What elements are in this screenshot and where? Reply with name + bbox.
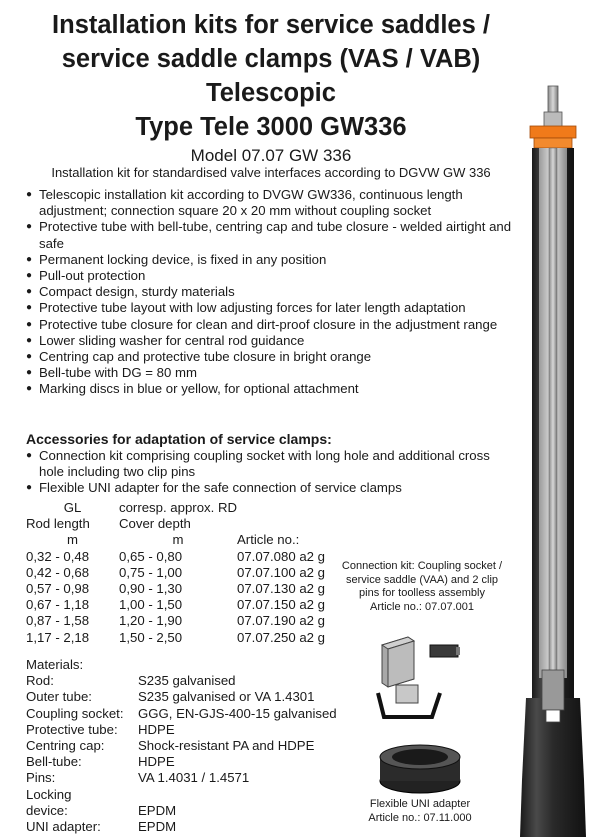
table-cell: 07.07.250 a2 g: [237, 629, 325, 645]
material-value: EPDM: [138, 819, 177, 835]
table-header-cell: Cover depth: [119, 516, 191, 532]
table-header-cell: Rod length: [26, 516, 90, 532]
list-item: ● Compact design, sturdy materials: [26, 284, 516, 300]
table-cell: 1,00 - 1,50: [119, 597, 183, 613]
table-header-cell: [237, 500, 325, 516]
material-label: Rod:: [26, 673, 54, 689]
table-row: [26, 581, 325, 597]
list-item: ● Bell-tube with DG = 80 mm: [26, 365, 516, 381]
document-title: [0, 8, 542, 144]
table-header-row: [26, 500, 325, 516]
accessories-heading: Accessories for adaptation of service clamps:: [26, 431, 332, 447]
list-item: ● Lower sliding washer for central rod guidance: [26, 333, 516, 349]
table-cell: 0,90 - 1,30: [119, 581, 183, 597]
list-item: ● Marking discs in blue or yellow, for optional attachment: [26, 381, 516, 397]
list-item: ● Connection kit comprising coupling socket with long hole and additional cross hole including two clip pins: [26, 448, 516, 480]
table-header-row: [26, 516, 325, 532]
table-row: [26, 613, 325, 629]
table-cell: 0,57 - 0,98: [26, 581, 90, 597]
connection-kit-illustration: [368, 627, 478, 727]
title-line: Type Tele 3000 GW336: [135, 113, 407, 141]
table-row: [26, 819, 337, 835]
material-label: Coupling socket:: [26, 705, 124, 721]
table-cell: 0,32 - 0,48: [26, 548, 90, 564]
table-header-cell: m: [172, 532, 184, 548]
list-item: ● Protective tube closure for clean and dirt-proof closure in the adjustment range: [26, 317, 516, 333]
list-item: ● Permanent locking device, is fixed in any position: [26, 252, 516, 268]
title-line: service saddle clamps (VAS / VAB): [61, 45, 481, 73]
table-header-cell: Article no.:: [237, 532, 300, 548]
table-cell: 07.07.100 a2 g: [237, 564, 325, 580]
table-header-cell: [237, 516, 325, 532]
table-cell: 0,65 - 0,80: [119, 548, 183, 564]
table-cell: 07.07.150 a2 g: [237, 597, 325, 613]
table-row: [26, 565, 325, 581]
caption-line: Article no.: 07.07.001: [370, 600, 474, 613]
caption-line: Flexible UNI adapter: [369, 798, 471, 810]
material-value: S235 galvanised: [138, 673, 236, 689]
material-value: [138, 787, 337, 803]
list-item: ● Centring cap and protective tube closure in bright orange: [26, 349, 516, 365]
table-row: [26, 754, 337, 770]
table-row: [26, 770, 337, 786]
table-cell: 0,87 - 1,58: [26, 613, 90, 629]
table-row: [26, 722, 337, 738]
uni-adapter-illustration: [375, 741, 465, 797]
material-label: device:: [26, 802, 68, 818]
material-label: Bell-tube:: [26, 754, 82, 770]
list-item: ● Pull-out protection: [26, 268, 516, 284]
table-cell: 1,50 - 2,50: [119, 629, 183, 645]
table-row: [26, 787, 337, 803]
material-value: S235 galvanised or VA 1.4301: [138, 689, 315, 705]
material-value: EPDM: [138, 802, 177, 818]
title-line: Telescopic: [206, 79, 336, 107]
model-label: Model 07.07 GW 336: [190, 146, 352, 165]
table-cell: 1,20 - 1,90: [119, 613, 183, 629]
material-label: Pins:: [26, 770, 56, 786]
title-line: Installation kits for service saddles /: [52, 11, 490, 39]
material-value: VA 1.4031 / 1.4571: [138, 770, 250, 786]
materials-table: [26, 657, 337, 835]
list-item: ● Protective tube with bell-tube, centring cap and tube closure - welded airtight and safe: [26, 219, 516, 251]
connection-kit-caption: [322, 560, 522, 614]
table-row: [26, 630, 325, 646]
material-value: HDPE: [138, 754, 175, 770]
table-row: [26, 689, 337, 705]
feature-list: [26, 187, 516, 398]
material-label: Protective tube:: [26, 721, 118, 737]
table-header-row: [26, 532, 325, 548]
material-label: UNI adapter:: [26, 819, 101, 835]
caption-line: Article no.: 07.11.000: [368, 811, 472, 824]
material-value: GGG, EN-GJS-400-15 galvanised: [138, 705, 337, 721]
table-cell: 07.07.190 a2 g: [237, 613, 325, 629]
table-cell: 0,42 - 0,68: [26, 564, 90, 580]
table-row: [26, 738, 337, 754]
subtitle: Installation kit for standardised valve interfaces according to DGVW GW 336: [51, 165, 491, 180]
table-cell: 1,17 - 2,18: [26, 629, 90, 645]
materials-heading: Materials:: [26, 657, 84, 672]
caption-line: service saddle (VAA) and 2 clip: [345, 573, 499, 586]
uni-adapter-caption: [340, 798, 500, 825]
material-label: Outer tube:: [26, 689, 92, 705]
table-header-cell: m: [67, 532, 78, 548]
material-value: Shock-resistant PA and HDPE: [138, 738, 315, 754]
material-label: Locking: [26, 786, 72, 802]
table-cell: 0,75 - 1,00: [119, 564, 183, 580]
caption-line: Connection kit: Coupling socket /: [341, 560, 503, 572]
dimensions-table: [26, 500, 325, 646]
accessories-list: [26, 448, 516, 497]
list-item: ● Flexible UNI adapter for the safe connection of service clamps: [26, 480, 516, 496]
list-item: ● Protective tube layout with low adjusting forces for later length adaptation: [26, 300, 516, 316]
table-row: [26, 597, 325, 613]
table-cell: 07.07.130 a2 g: [237, 581, 325, 597]
table-row: [26, 706, 337, 722]
table-header-cell: corresp. approx. RD: [119, 500, 237, 515]
telescopic-kit-illustration: [508, 80, 598, 837]
list-item: ● Telescopic installation kit according to DVGW GW336, continuous length adjustment; connection square 20 x 20 mm without coupling socket: [26, 187, 516, 219]
caption-line: pins for toolless assembly: [359, 587, 485, 599]
material-label: Centring cap:: [26, 738, 105, 754]
table-header-cell: GL: [63, 500, 82, 515]
table-row: [26, 803, 337, 819]
material-value: HDPE: [138, 721, 175, 737]
table-cell: 07.07.080 a2 g: [237, 548, 325, 564]
table-row: [26, 549, 325, 565]
table-row: [26, 673, 337, 689]
table-row: [26, 657, 337, 673]
table-cell: 0,67 - 1,18: [26, 597, 90, 613]
